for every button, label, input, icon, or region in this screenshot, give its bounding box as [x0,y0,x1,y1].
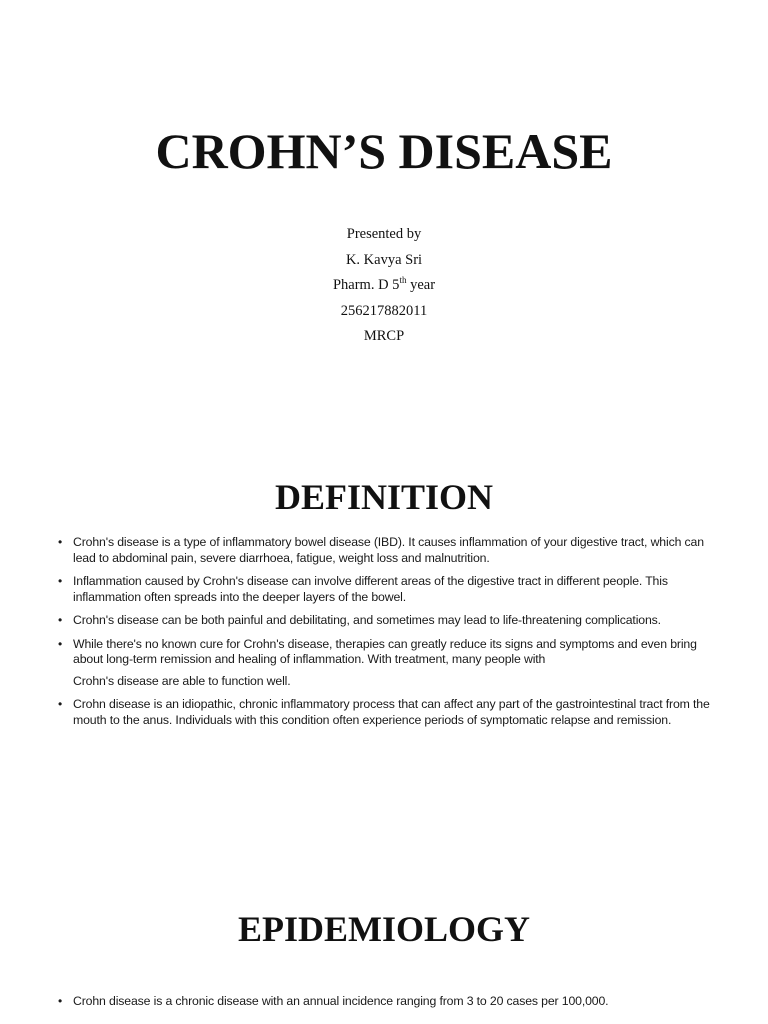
bullet-dot: • [58,613,63,627]
list-item [0,994,660,1010]
bullet-text: Inflammation caused by Crohn's disease can involve different areas of the digestive tract in different people. This inflammation often spreads into the deeper layers of the bowel. [73,574,668,604]
bullet-text: While there's no known cure for Crohn's disease, therapies can greatly reduce its signs and symptoms and even bring about long-term remission and healing of inflammation. With treatment, many people with [73,636,697,666]
title-slide [0,0,768,390]
roll-number: 256217882011 [340,302,428,319]
epidemiology-slide [0,895,768,1024]
bullet-text: Crohn's disease is a type of inflammatory bowel disease (IBD). It causes inflammation of your digestive tract, which can lead to abdominal pain, severe diarrhoea, fatigue, weight loss and malnutrition. [73,535,704,565]
presenter-name: K. Kavya Sri [345,251,423,268]
bullet-text: Crohn disease is an idiopathic, chronic inflammatory process that can affect any part of the gastrointestinal tract from the mouth to the anus. Individuals with this condition often experience periods of symptomatic relapse and remission. [73,697,710,727]
bullet-text: Crohn disease is a chronic disease with an annual incidence ranging from 3 to 20 cases per 100,000. [73,994,609,1008]
bullet-dot: • [58,574,63,588]
list-item [0,574,768,605]
presenter-info [0,222,768,350]
bullet-text-continuation: Crohn's disease are able to function well. [73,673,291,688]
list-item [0,613,768,629]
definition-heading: DEFINITION [274,477,494,517]
bullet-dot: • [58,636,63,651]
main-title: CROHN’S DISEASE [155,123,613,179]
bullet-text: Crohn's disease can be both painful and debilitating, and sometimes may lead to life-threatening complications. [73,613,661,627]
institute-name: MRCP [363,328,405,344]
course-superscript: th [399,275,407,286]
presented-by-label: Presented by [346,226,422,242]
definition-slide [0,455,768,895]
list-item [0,697,768,728]
presenter-course [0,273,768,299]
course-prefix: Pharm. D 5 [332,277,400,293]
epidemiology-heading: EPIDEMIOLOGY [237,909,531,949]
list-item [0,637,768,690]
bullet-dot: • [58,697,63,711]
list-item [0,535,768,566]
course-suffix: year [406,277,436,293]
bullet-dot: • [58,994,63,1008]
definition-bullet-list [0,535,768,736]
bullet-dot: • [58,535,63,549]
epidemiology-bullet-list [0,994,660,1018]
